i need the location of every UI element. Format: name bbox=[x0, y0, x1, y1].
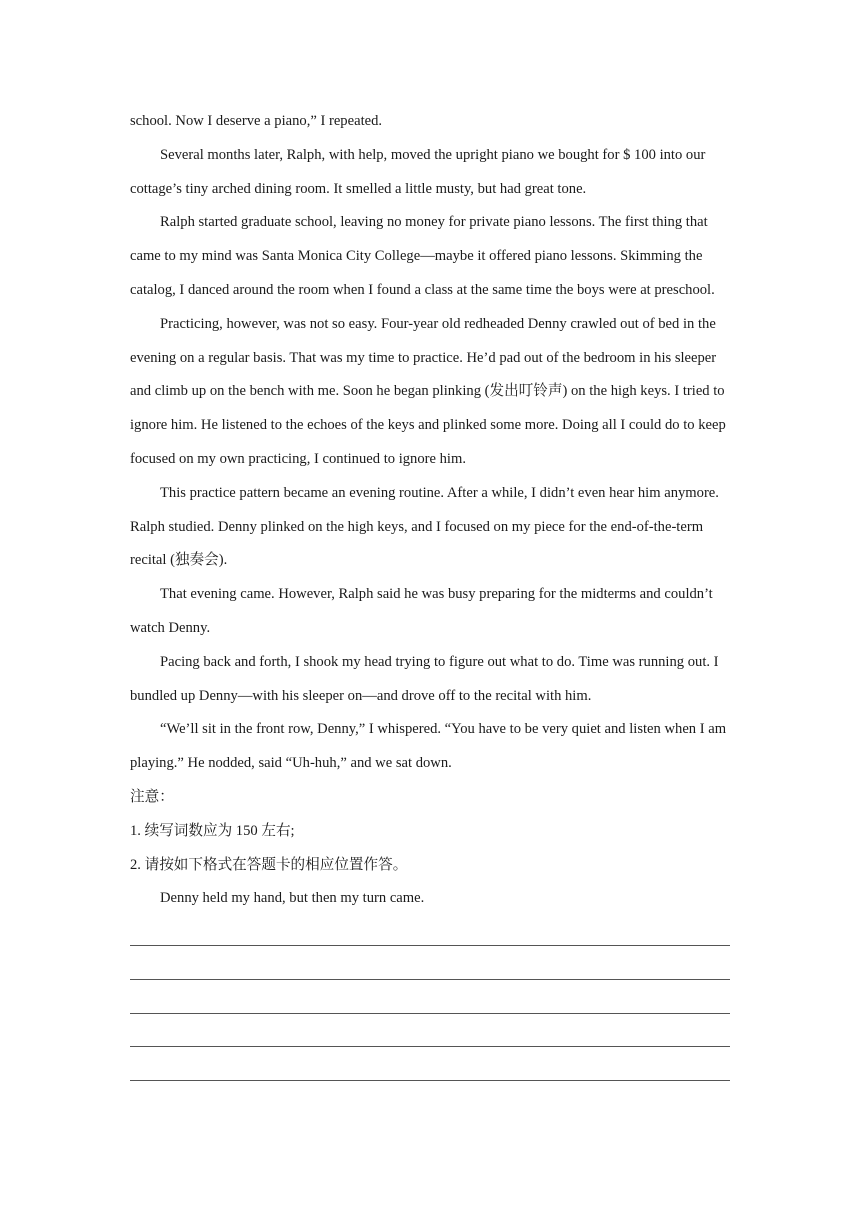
prompt-sentence: Denny held my hand, but then my turn came. bbox=[160, 890, 425, 907]
answer-lines bbox=[130, 916, 738, 1085]
notes-item-2: 2. 请按如下格式在答题卡的相应位置作答。 bbox=[130, 856, 408, 873]
paragraph-8: “We’ll sit in the front row, Denny,” I whispered. “You have to be very quiet and listen when I am playing.” He nodded, said “Uh-huh,” and we sat down. bbox=[130, 721, 727, 772]
paragraph-6: That evening came. However, Ralph said he was busy preparing for the midterms and couldn’t watch Denny. bbox=[130, 586, 713, 636]
paragraph-3: Ralph started graduate school, leaving no money for private piano lessons. The first thing that came to my mind was Santa Monica City College—maybe it offered piano lessons. Skimming the catalog, I danced around the room when I found a class at the same time the boys were at preschool. bbox=[130, 214, 715, 298]
paragraph-2: Several months later, Ralph, with help, moved the upright piano we bought for $ 100 into our cottage’s tiny arched dining room. It smelled a little musty, but had great tone. bbox=[130, 146, 706, 197]
answer-line[interactable] bbox=[130, 950, 738, 984]
document-page bbox=[130, 105, 738, 1085]
paragraph-1: school. Now I deserve a piano,” I repeated. bbox=[130, 113, 383, 129]
paragraph-5: This practice pattern became an evening routine. After a while, I didn’t even hear him anymore. Ralph studied. Denny plinked on the high keys, and I focused on my piece for the end-of-the-term recital (独奏会). bbox=[130, 484, 719, 569]
answer-line[interactable] bbox=[130, 984, 738, 1018]
answer-line[interactable] bbox=[130, 1018, 738, 1052]
notes-section bbox=[130, 781, 738, 882]
paragraph-7: Pacing back and forth, I shook my head trying to figure out what to do. Time was running out. I bundled up Denny—with his sleeper on—and drove off to the recital with him. bbox=[130, 653, 719, 704]
story-text bbox=[130, 105, 738, 781]
paragraph-4: Practicing, however, was not so easy. Four-year old redheaded Denny crawled out of bed in the evening on a regular basis. That was my time to practice. He’d pad out of the bedroom in his sleeper and climb up on the bench with me. Soon he began plinking (发出叮铃声) on the high keys. I tried to ignore him. He listened to the echoes of the keys and plinked some more. Doing all I could do to keep focused on my own practicing, I continued to ignore him. bbox=[130, 315, 726, 467]
answer-line[interactable] bbox=[130, 916, 738, 950]
answer-line[interactable] bbox=[130, 1051, 738, 1085]
notes-item-1: 1. 续写词数应为 150 左右; bbox=[130, 822, 295, 839]
notes-heading: 注意： bbox=[130, 788, 174, 805]
